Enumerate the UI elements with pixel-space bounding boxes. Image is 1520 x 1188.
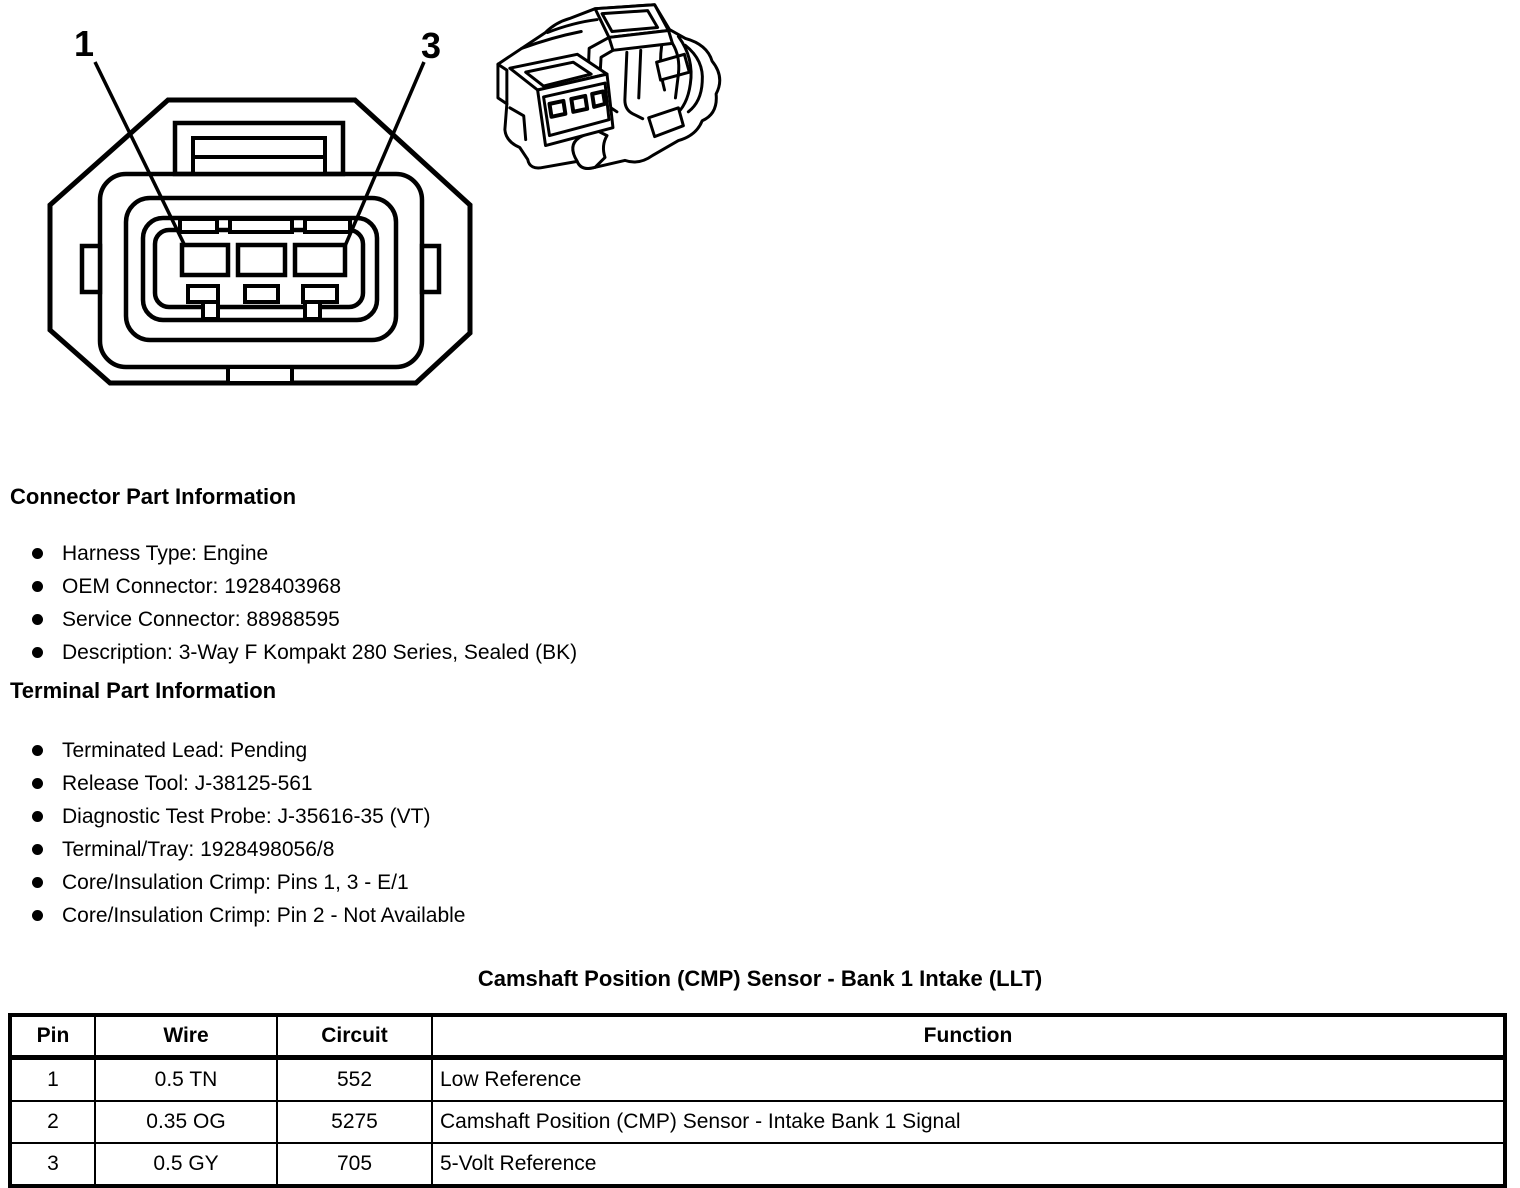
connector-part-information-list xyxy=(0,537,577,669)
list-item-text: Description: 3-Way F Kompakt 280 Series, Sealed (BK) xyxy=(62,640,578,664)
bullet-icon xyxy=(32,548,43,559)
list-item xyxy=(0,537,577,570)
pin-cell: 1 xyxy=(10,1058,95,1102)
terminal-part-information-list xyxy=(0,734,465,932)
circuit-cell: 5275 xyxy=(277,1101,432,1143)
connector-perspective-view-diagram xyxy=(490,0,728,178)
bullet-icon xyxy=(32,910,43,921)
pin-1-callout: 1 xyxy=(74,23,95,64)
list-item-text: Harness Type: Engine xyxy=(62,541,269,565)
wire-cell: 0.5 TN xyxy=(95,1058,277,1102)
table-row xyxy=(10,1143,1505,1186)
list-item-text: Core/Insulation Crimp: Pin 2 - Not Available xyxy=(62,903,466,927)
list-item-text: Core/Insulation Crimp: Pins 1, 3 - E/1 xyxy=(62,870,409,894)
pin-3-callout: 3 xyxy=(421,25,442,66)
list-item xyxy=(0,866,465,899)
table-row xyxy=(10,1058,1505,1102)
col-header-circuit: Circuit xyxy=(277,1015,432,1058)
bullet-icon xyxy=(32,811,43,822)
pin-cell: 3 xyxy=(10,1143,95,1186)
bullet-icon xyxy=(32,745,43,756)
wire-cell: 0.35 OG xyxy=(95,1101,277,1143)
col-header-function: Function xyxy=(432,1015,1505,1058)
bullet-icon xyxy=(32,581,43,592)
function-cell: Camshaft Position (CMP) Sensor - Intake Bank 1 Signal xyxy=(432,1101,1505,1143)
function-cell: Low Reference xyxy=(432,1058,1505,1102)
pinout-table-title: Camshaft Position (CMP) Sensor - Bank 1 Intake (LLT) xyxy=(477,966,1043,991)
bullet-icon xyxy=(32,647,43,658)
function-cell: 5-Volt Reference xyxy=(432,1143,1505,1186)
col-header-pin: Pin xyxy=(10,1015,95,1058)
list-item-text: OEM Connector: 1928403968 xyxy=(62,574,342,598)
list-item-text: Service Connector: 88988595 xyxy=(62,607,340,631)
pin-cell: 2 xyxy=(10,1101,95,1143)
list-item-text: Terminated Lead: Pending xyxy=(62,738,308,762)
list-item xyxy=(0,570,577,603)
terminal-part-information-heading: Terminal Part Information xyxy=(10,678,277,703)
list-item-text: Diagnostic Test Probe: J-35616-35 (VT) xyxy=(62,804,431,828)
list-item xyxy=(0,899,465,932)
circuit-cell: 705 xyxy=(277,1143,432,1186)
pinout-table xyxy=(8,1013,1507,1188)
table-row xyxy=(10,1101,1505,1143)
list-item-text: Release Tool: J-38125-561 xyxy=(62,771,313,795)
wire-cell: 0.5 GY xyxy=(95,1143,277,1186)
bullet-icon xyxy=(32,614,43,625)
col-header-wire: Wire xyxy=(95,1015,277,1058)
table-header-row xyxy=(10,1015,1505,1058)
list-item xyxy=(0,603,577,636)
bullet-icon xyxy=(32,778,43,789)
bullet-icon xyxy=(32,877,43,888)
list-item xyxy=(0,734,465,767)
list-item xyxy=(0,833,465,866)
list-item xyxy=(0,800,465,833)
circuit-cell: 552 xyxy=(277,1058,432,1102)
connector-part-information-heading: Connector Part Information xyxy=(10,484,297,509)
list-item-text: Terminal/Tray: 1928498056/8 xyxy=(62,837,335,861)
list-item xyxy=(0,636,577,669)
bullet-icon xyxy=(32,844,43,855)
list-item xyxy=(0,767,465,800)
